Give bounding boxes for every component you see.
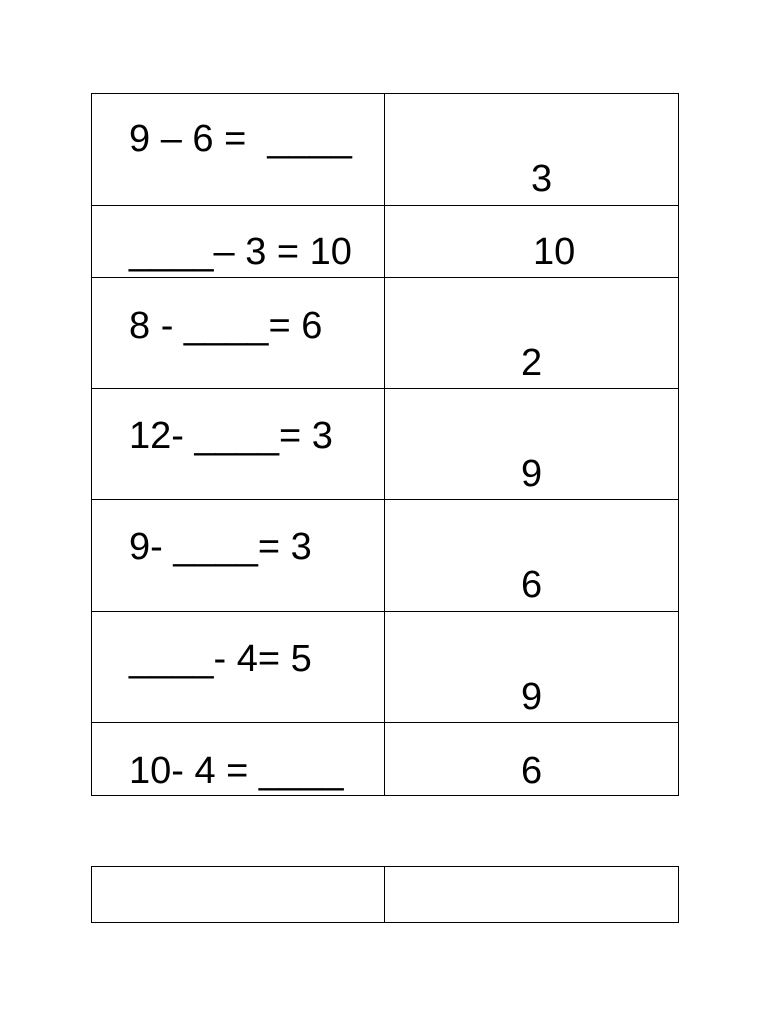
- blank-table: [91, 866, 679, 923]
- answer-text: 6: [521, 750, 543, 792]
- table-row: [92, 723, 679, 796]
- blank-cell: [385, 867, 679, 923]
- question-cell: [92, 500, 385, 612]
- answer-text: 9: [521, 453, 543, 495]
- question-text: 9- ____= 3: [129, 526, 312, 568]
- answer-cell: [385, 94, 679, 206]
- question-text: 9 – 6 = ____: [129, 118, 352, 160]
- answer-text: 3: [531, 158, 553, 200]
- answer-cell: [385, 723, 679, 796]
- question-cell: [92, 94, 385, 206]
- question-cell: [92, 723, 385, 796]
- table-row: [92, 867, 679, 923]
- answer-cell: [385, 389, 679, 500]
- table-row: [92, 612, 679, 723]
- answer-text: 6: [521, 564, 543, 606]
- question-text: 12- ____= 3: [129, 415, 333, 457]
- table-row: [92, 278, 679, 389]
- table-row: [92, 94, 679, 206]
- answer-cell: [385, 278, 679, 389]
- question-cell: [92, 612, 385, 723]
- question-text: ____- 4= 5: [129, 638, 312, 680]
- question-text: ____– 3 = 10: [129, 231, 352, 273]
- answer-cell: [385, 500, 679, 612]
- answer-cell: [385, 206, 679, 278]
- worksheet-table: [91, 93, 679, 796]
- question-text: 8 - ____= 6: [129, 305, 323, 347]
- question-cell: [92, 389, 385, 500]
- answer-cell: [385, 612, 679, 723]
- question-cell: [92, 206, 385, 278]
- blank-cell: [92, 867, 385, 923]
- question-text: 10- 4 = ____: [129, 750, 344, 792]
- table-row: [92, 206, 679, 278]
- table-row: [92, 500, 679, 612]
- question-cell: [92, 278, 385, 389]
- answer-text: 2: [521, 342, 543, 384]
- table-row: [92, 389, 679, 500]
- answer-text: 9: [521, 676, 543, 718]
- answer-text: 10: [533, 231, 576, 273]
